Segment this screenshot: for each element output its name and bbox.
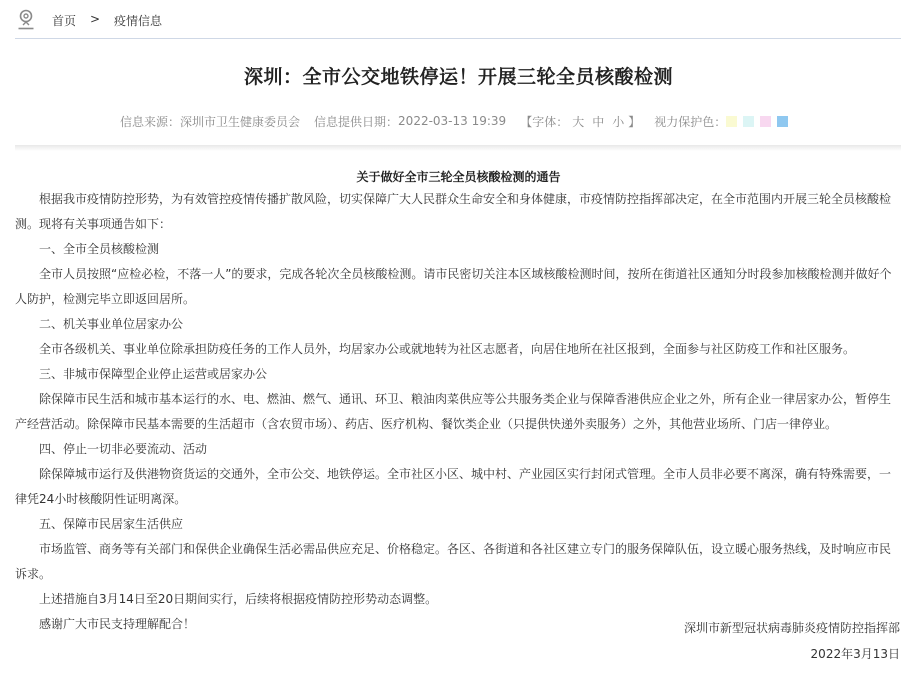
date-label: 信息提供日期：	[314, 114, 399, 129]
eye-color-swatch-3[interactable]	[760, 116, 771, 127]
paragraph: 感谢广大市民支持理解配合！	[39, 617, 196, 631]
paragraph: 除保障市民生活和城市基本运行的水、电、燃油、燃气、通讯、环卫、粮油肉菜供应等公共服务类企业与保障香港供应企业之外，所有企业一律居家办公，暂停生产经营活动。除保障市民基本需要的生活超市（含农贸市场）、药店、医疗机构、餐饮类企业（只提供快递外卖服务）之外，其他营业场所、门店一律停业。	[15, 392, 892, 431]
paragraph: 上述措施自3月14日至20日期间实行，后续将根据疫情防控形势动态调整。	[39, 592, 438, 606]
breadcrumb	[0, 0, 917, 40]
location-pin-icon	[17, 9, 35, 31]
source-value: 深圳市卫生健康委员会	[180, 114, 301, 129]
eye-color-swatch-4[interactable]	[777, 116, 788, 127]
section-heading: 一、全市全员核酸检测	[39, 242, 160, 256]
header-divider	[15, 38, 901, 39]
paragraph: 除保障城市运行及供港物资货运的交通外，全市公交、地铁停运。全市社区小区、城中村、产业园区实行封闭式管理。全市人员非必要不离深，确有特殊需要，一律凭24小时核酸阴性证明离深。	[15, 467, 892, 506]
article-body	[15, 187, 901, 637]
signature: 深圳市新型冠状病毒肺炎疫情防控指挥部	[683, 621, 900, 635]
meta-divider	[15, 145, 901, 151]
breadcrumb-home-link[interactable]: 首页	[52, 14, 77, 28]
eye-color-swatch-1[interactable]	[726, 116, 737, 127]
section-heading: 三、非城市保障型企业停止运营或居家办公	[39, 367, 268, 381]
paragraph: 市场监管、商务等有关部门和保供企业确保生活必需品供应充足、价格稳定。各区、各街道和各社区建立专门的服务保障队伍，设立暖心服务热线，及时响应市民诉求。	[15, 542, 892, 581]
date-value: 2022-03-13 19:39	[398, 114, 507, 128]
paragraph: 全市人员按照“应检必检，不落一人”的要求，完成各轮次全员核酸检测。请市民密切关注本区域核酸检测时间，按所在街道社区通知分时段参加核酸检测并做好个人防护，检测完毕立即返回居所。	[15, 267, 892, 306]
font-size-large-button[interactable]: 大	[572, 114, 585, 129]
font-size-close: 】	[628, 114, 641, 129]
sign-date: 2022年3月13日	[810, 647, 900, 661]
breadcrumb-current-link[interactable]: 疫情信息	[114, 14, 163, 28]
paragraph: 根据我市疫情防控形势，为有效管控疫情传播扩散风险，切实保障广大人民群众生命安全和身体健康，市疫情防控指挥部决定，在全市范围内开展三轮全员核酸检测。现将有关事项通告如下：	[15, 192, 892, 231]
font-size-small-button[interactable]: 小	[612, 114, 625, 129]
eye-color-swatch-2[interactable]	[743, 116, 754, 127]
section-heading: 二、机关事业单位居家办公	[39, 317, 184, 331]
breadcrumb-separator: >	[90, 12, 101, 26]
font-size-open: 【字体：	[520, 114, 569, 129]
section-heading: 五、保障市民居家生活供应	[39, 517, 184, 531]
source-label: 信息来源：	[120, 114, 181, 129]
font-size-medium-button[interactable]: 中	[592, 114, 605, 129]
article-meta	[120, 113, 794, 129]
paragraph: 全市各级机关、事业单位除承担防疫任务的工作人员外，均居家办公或就地转为社区志愿者，向居住地所在社区报到，全面参与社区防疫工作和社区服务。	[39, 342, 856, 356]
page-title: 深圳：全市公交地铁停运！开展三轮全员核酸检测	[243, 66, 673, 88]
section-heading: 四、停止一切非必要流动、活动	[39, 442, 208, 456]
eye-protection-label: 视力保护色：	[654, 114, 727, 129]
notice-title: 关于做好全市三轮全员核酸检测的通告	[356, 170, 561, 184]
